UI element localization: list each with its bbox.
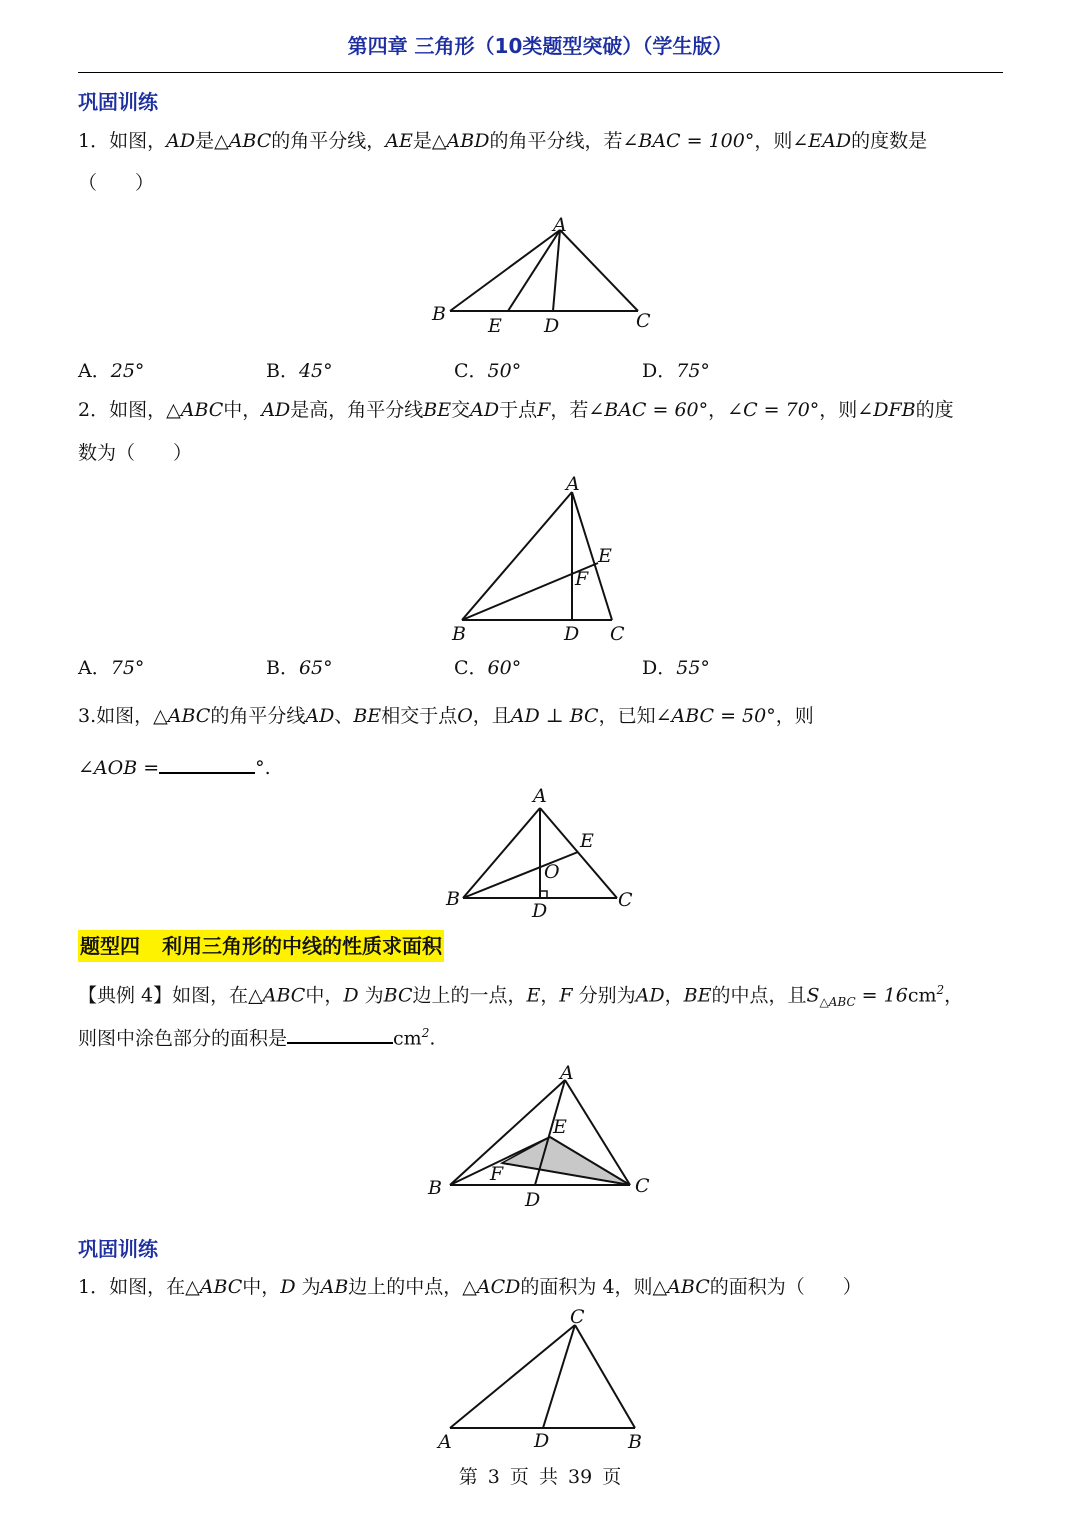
fig4-label-c: C xyxy=(635,1175,650,1197)
question-1-text: 1．如图，AD是△ABC的角平分线，AE是△ABD的角平分线，若∠BAC = 100°，则∠EAD的度数是 xyxy=(78,130,928,152)
section-title-consolidation-2: 巩固训练 xyxy=(78,1237,158,1261)
q2-option-c: C．60° xyxy=(454,657,522,679)
fig4-label-e: E xyxy=(553,1116,567,1138)
heading-type-4: 题型四 利用三角形的中线的性质求面积 xyxy=(78,930,444,962)
figure-q1 xyxy=(420,205,670,345)
fig5-label-c: C xyxy=(570,1306,585,1328)
fig5-side-ca xyxy=(450,1325,575,1428)
figure-q2 xyxy=(440,470,650,650)
q2-option-d: D．55° xyxy=(642,657,710,679)
fig2-label-e: E xyxy=(598,545,612,567)
question-5-text: 1．如图，在△ABC中，D 为AB边上的中点，△ACD的面积为 4，则△ABC的面积为（ ） xyxy=(78,1276,862,1298)
fig1-segment-ad xyxy=(553,230,560,311)
fig2-side-ab xyxy=(462,492,572,620)
fig5-side-cb xyxy=(575,1325,635,1428)
question-1-paren: （ ） xyxy=(78,172,155,194)
question-3-line2: ∠AOB = °. xyxy=(78,752,1003,781)
fig3-label-a: A xyxy=(533,785,547,807)
q2-option-b: B．65° xyxy=(266,657,333,679)
fig3-label-e: E xyxy=(580,830,594,852)
fig1-label-d: D xyxy=(544,315,560,337)
question-3-text: 3.如图，△ABC的角平分线AD、BE相交于点O，且AD ⊥ BC，已知∠ABC = 50°，则 xyxy=(78,705,814,727)
fig1-label-b: B xyxy=(432,303,446,325)
section-title-consolidation: 巩固训练 xyxy=(78,90,158,114)
fig2-label-c: C xyxy=(610,623,625,645)
fig1-segment-ae xyxy=(508,230,560,311)
fig1-side-ab xyxy=(450,230,560,311)
page-header: 第四章 三角形（10类题型突破）（学生版） xyxy=(347,34,733,58)
fig5-label-a: A xyxy=(438,1431,452,1453)
fig5-label-b: B xyxy=(628,1431,642,1453)
fig3-side-ac xyxy=(540,808,617,898)
fig2-label-d: D xyxy=(564,623,580,645)
fig3-label-b: B xyxy=(446,888,460,910)
figure-q3 xyxy=(440,780,650,925)
fig1-label-e: E xyxy=(488,315,502,337)
fig3-side-ab xyxy=(463,808,540,898)
q1-option-d: D．75° xyxy=(642,360,710,382)
fig4-label-d: D xyxy=(525,1189,541,1211)
fig4-label-f: F xyxy=(490,1163,504,1185)
question-2-text: 2．如图，△ABC中，AD是高，角平分线BE交AD于点F，若∠BAC = 60°，∠C = 70°，则∠DFB的度 xyxy=(78,399,954,421)
header-rule xyxy=(78,72,1003,73)
fig3-label-d: D xyxy=(532,900,548,922)
figure-example-4 xyxy=(420,1060,660,1210)
figure-q5 xyxy=(430,1305,660,1455)
fig3-bisector-be xyxy=(463,852,578,898)
fig1-label-a: A xyxy=(553,214,567,236)
fig3-label-c: C xyxy=(618,889,633,911)
fig2-label-a: A xyxy=(566,473,580,495)
fig2-label-b: B xyxy=(452,623,466,645)
fig4-shaded-triangle-efc xyxy=(502,1137,630,1185)
question-2-line2: 数为（ ） xyxy=(78,442,193,464)
fig3-right-angle-mark xyxy=(540,891,547,898)
page-footer: 第 3 页 共 39 页 xyxy=(458,1466,622,1488)
example-4-line2: 则图中涂色部分的面积是 $cm^2$. xyxy=(78,1020,1003,1051)
fig1-side-ac xyxy=(560,230,638,311)
fig5-median-cd xyxy=(543,1325,575,1428)
q2-option-a: A．75° xyxy=(78,657,145,679)
fig3-label-o: O xyxy=(544,861,560,883)
q1-option-c: C．50° xyxy=(454,360,522,382)
example-4-text: 【典例 4】如图，在△ABC中，D 为BC边上的一点，E，F 分别为AD，BE的中点，且$S_{\triangle ABC} = 16cm^2$， xyxy=(78,983,964,1010)
fig1-label-c: C xyxy=(636,310,651,332)
q1-option-b: B．45° xyxy=(266,360,333,382)
answer-blank-example-4[interactable] xyxy=(287,1022,393,1044)
fig4-label-a: A xyxy=(560,1062,574,1084)
fig4-label-b: B xyxy=(428,1177,442,1199)
q1-option-a: A．25° xyxy=(78,360,145,382)
fig5-label-d: D xyxy=(534,1430,550,1452)
fig2-label-f: F xyxy=(575,568,589,590)
answer-blank-q3[interactable] xyxy=(159,752,255,774)
